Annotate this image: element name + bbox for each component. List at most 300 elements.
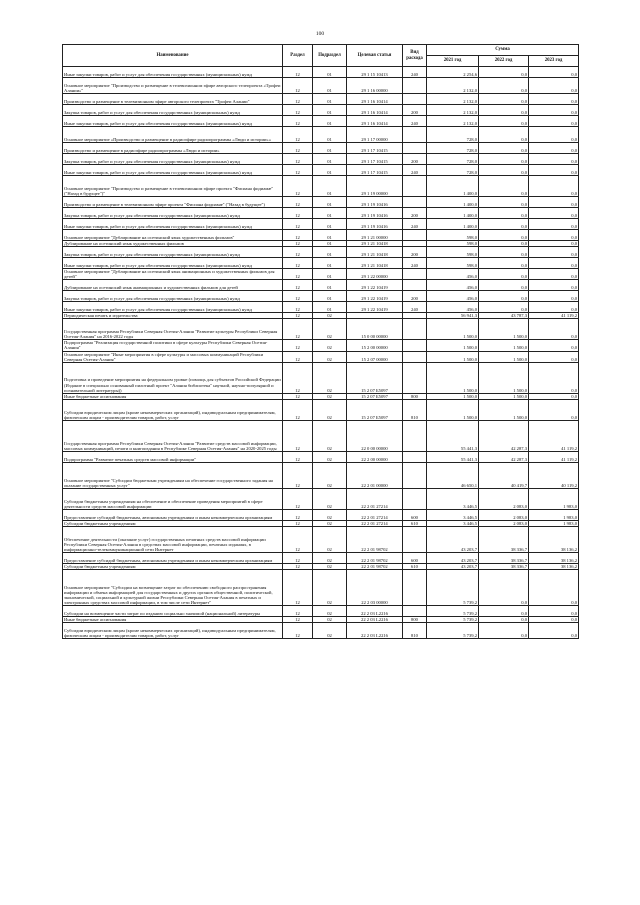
row-2023: 41 119,2 xyxy=(529,420,579,451)
row-target: 29 1 22 10419 xyxy=(347,280,403,291)
table-row xyxy=(63,399,579,420)
row-name: Производство и размещение в телевизионном эфире проекта "Фисиана фидиамæ" ("Назад в будущее") xyxy=(63,197,283,208)
table-row xyxy=(63,219,579,230)
row-subsection: 02 xyxy=(313,488,347,509)
row-2023: 38 136,2 xyxy=(529,526,579,552)
row-subsection: 01 xyxy=(313,247,347,258)
row-2021: 456,0 xyxy=(427,302,479,313)
row-subsection: 01 xyxy=(313,280,347,291)
row-2023: 0,0 xyxy=(529,258,579,269)
row-expense xyxy=(403,127,427,143)
table-row xyxy=(63,488,579,509)
row-section: 12 xyxy=(283,462,313,488)
row-target: 15 0 00 00000 xyxy=(347,319,403,340)
row-expense: 610 xyxy=(403,520,427,526)
table-row xyxy=(63,165,579,176)
row-expense xyxy=(403,319,427,340)
table-row xyxy=(63,94,579,105)
row-target: 29 1 19 10416 xyxy=(347,197,403,208)
row-expense xyxy=(403,269,427,280)
row-2021: 1 500,0 xyxy=(427,351,479,362)
row-2022: 0,0 xyxy=(479,570,529,606)
row-2022: 1 500,0 xyxy=(479,362,529,393)
table-row xyxy=(63,269,579,280)
row-2021: 1 400,0 xyxy=(427,176,479,197)
row-2023: 0,0 xyxy=(529,241,579,247)
row-target: 15 2 07 Б5097 xyxy=(347,393,403,399)
row-subsection: 01 xyxy=(313,269,347,280)
row-subsection: 01 xyxy=(313,78,347,94)
row-2022: 0,0 xyxy=(479,105,529,116)
row-2022: 0,0 xyxy=(479,623,529,639)
row-target: 29 1 16 10414 xyxy=(347,116,403,127)
row-name: Иные закупки товаров, работ и услуг для обеспечения государственных (муниципальных) нужд xyxy=(63,302,283,313)
row-section: 12 xyxy=(283,520,313,526)
row-2023: 0,0 xyxy=(529,340,579,351)
row-section: 12 xyxy=(283,197,313,208)
row-2021: 55 441,3 xyxy=(427,451,479,462)
row-name: Подпрограмма "Реализация государственной политики в сфере культуры Республики Северная Осетия-Алания" xyxy=(63,340,283,351)
row-2022: 0,0 xyxy=(479,241,529,247)
row-2021: 5 739,2 xyxy=(427,606,479,617)
row-subsection: 02 xyxy=(313,351,347,362)
row-2021: 1 500,0 xyxy=(427,340,479,351)
row-2021: 3 446,5 xyxy=(427,488,479,509)
row-2023: 0,0 xyxy=(529,219,579,230)
row-target: 22 2 01 98702 xyxy=(347,552,403,563)
row-subsection: 01 xyxy=(313,67,347,78)
row-section: 12 xyxy=(283,362,313,393)
row-target: 22 2 00 00000 xyxy=(347,451,403,462)
row-2022: 0,0 xyxy=(479,269,529,280)
row-expense: 240 xyxy=(403,302,427,313)
row-section: 12 xyxy=(283,399,313,420)
row-subsection: 02 xyxy=(313,451,347,462)
row-expense: 810 xyxy=(403,399,427,420)
row-expense: 200 xyxy=(403,291,427,302)
row-2023: 0,0 xyxy=(529,105,579,116)
row-name: Подготовка и проведение мероприятия на федеральном уровне (помощь для субъектов Российской Федерации (Издание в специально основанный пилотный проект "Алания библиотека" научной, научно-популярной и познавательной литературы)) xyxy=(63,362,283,393)
row-section: 12 xyxy=(283,451,313,462)
row-subsection: 02 xyxy=(313,393,347,399)
table-row xyxy=(63,509,579,520)
table-row xyxy=(63,105,579,116)
row-section: 12 xyxy=(283,606,313,617)
row-2022: 0,0 xyxy=(479,208,529,219)
table-row xyxy=(63,451,579,462)
row-2023: 0,0 xyxy=(529,399,579,420)
row-2021: 46 650,1 xyxy=(427,462,479,488)
row-name: Обеспечение деятельности (оказание услуг) государственных печатных средств массовой информации Республики Северная Осетия-Алания в средствах массовой информации, печатных изданиях, в информационно-телекоммуникационной сети Интернет xyxy=(63,526,283,552)
row-name: Иные закупки товаров, работ и услуг для обеспечения государственных (муниципальных) нужд xyxy=(63,165,283,176)
row-target: 15 2 07 00000 xyxy=(347,351,403,362)
table-row xyxy=(63,351,579,362)
row-name: Производство и размещение в радиоэфире радиопрограммы «Люди и истории» xyxy=(63,143,283,154)
row-target: 22 2 01 27214 xyxy=(347,488,403,509)
row-section: 12 xyxy=(283,258,313,269)
row-name: Основное мероприятие "Иные мероприятия в сфере культуры и массовых коммуникаций Республики Северная Осетия-Алания" xyxy=(63,351,283,362)
row-subsection: 02 xyxy=(313,606,347,617)
row-2021: 456,0 xyxy=(427,269,479,280)
row-expense: 800 xyxy=(403,617,427,623)
row-section: 12 xyxy=(283,208,313,219)
row-target: 22 0 00 00000 xyxy=(347,420,403,451)
header-expense: Вид расхода xyxy=(403,45,427,67)
row-subsection: 02 xyxy=(313,362,347,393)
row-expense xyxy=(403,606,427,617)
row-target: 29 1 17 10415 xyxy=(347,165,403,176)
row-expense: 240 xyxy=(403,258,427,269)
row-2021: 1 400,0 xyxy=(427,208,479,219)
row-2023: 0,0 xyxy=(529,143,579,154)
row-expense xyxy=(403,488,427,509)
row-2022: 42 287,3 xyxy=(479,420,529,451)
row-2023: 0,0 xyxy=(529,351,579,362)
row-name: Основное мероприятие "Дублирование на осетинский язык анимационных и художественных фильмов для детей" xyxy=(63,269,283,280)
row-subsection: 01 xyxy=(313,258,347,269)
row-2021: 3 446,5 xyxy=(427,509,479,520)
row-subsection: 02 xyxy=(313,420,347,451)
row-expense: 200 xyxy=(403,105,427,116)
header-2023: 2023 год xyxy=(529,56,579,67)
row-2021: 43 203,7 xyxy=(427,563,479,569)
row-2022: 1 500,0 xyxy=(479,351,529,362)
row-subsection: 02 xyxy=(313,313,347,319)
row-subsection: 01 xyxy=(313,127,347,143)
row-name: Иные закупки товаров, работ и услуг для обеспечения государственных (муниципальных) нужд xyxy=(63,67,283,78)
row-2022: 1 500,0 xyxy=(479,399,529,420)
row-section: 12 xyxy=(283,570,313,606)
row-2022: 38 336,7 xyxy=(479,552,529,563)
row-2023: 0,0 xyxy=(529,319,579,340)
table-row xyxy=(63,154,579,165)
row-2022: 2 083,0 xyxy=(479,488,529,509)
table-row xyxy=(63,247,579,258)
table-row xyxy=(63,526,579,552)
row-section: 12 xyxy=(283,165,313,176)
row-subsection: 01 xyxy=(313,197,347,208)
row-subsection: 02 xyxy=(313,340,347,351)
row-section: 12 xyxy=(283,247,313,258)
row-section: 12 xyxy=(283,302,313,313)
row-2021: 1 500,0 xyxy=(427,399,479,420)
row-2021: 1 500,0 xyxy=(427,393,479,399)
row-expense: 200 xyxy=(403,208,427,219)
row-name: Основное мероприятие "Производство и размещение в телевизионном эфире авторского телепроекта «Трофеи Алании»" xyxy=(63,78,283,94)
row-2022: 0,0 xyxy=(479,280,529,291)
row-name: Субсидии на возмещение части затрат по изданию социально значимой (национальной) литературы xyxy=(63,606,283,617)
table-row xyxy=(63,67,579,78)
row-2023: 0,0 xyxy=(529,302,579,313)
row-name: Иные закупки товаров, работ и услуг для обеспечения государственных (муниципальных) нужд xyxy=(63,116,283,127)
row-2022: 1 500,0 xyxy=(479,393,529,399)
row-name: Иные закупки товаров, работ и услуг для обеспечения государственных (муниципальных) нужд xyxy=(63,258,283,269)
row-2022: 0,0 xyxy=(479,67,529,78)
row-target: 29 1 21 00000 xyxy=(347,230,403,241)
row-2023: 0,0 xyxy=(529,230,579,241)
row-name: Субсидии бюджетным учреждениям xyxy=(63,520,283,526)
row-name: Иные бюджетные ассигнования xyxy=(63,617,283,623)
row-target: 29 1 17 10415 xyxy=(347,143,403,154)
row-name: Субсидии бюджетным учреждениям на обеспечение и обеспечение проведения мероприятий в сфере деятельности средств массовой информации xyxy=(63,488,283,509)
row-target: 29 1 19 00000 xyxy=(347,176,403,197)
row-target: 22 2 03 00000 xyxy=(347,570,403,606)
row-section: 12 xyxy=(283,291,313,302)
row-target: 29 1 16 00000 xyxy=(347,78,403,94)
row-name: Основное мероприятие "Производство и размещение в телевизионном эфире проекта "Фисиана фидиамæ" ("Назад в будущее")" xyxy=(63,176,283,197)
row-2022: 0,0 xyxy=(479,176,529,197)
row-section: 12 xyxy=(283,509,313,520)
row-target: 29 1 19 10416 xyxy=(347,219,403,230)
row-section: 12 xyxy=(283,105,313,116)
row-2022: 0,0 xyxy=(479,258,529,269)
row-expense: 240 xyxy=(403,67,427,78)
row-2021: 2 132,0 xyxy=(427,78,479,94)
row-target: 15 2 07 Б5097 xyxy=(347,399,403,420)
row-2022: 38 336,7 xyxy=(479,526,529,552)
table-row xyxy=(63,319,579,340)
header-name: Наименование xyxy=(63,45,283,67)
row-2023: 1 983,0 xyxy=(529,509,579,520)
row-2023: 40 119,2 xyxy=(529,462,579,488)
row-2023: 0,0 xyxy=(529,197,579,208)
row-section: 12 xyxy=(283,219,313,230)
row-2021: 2 132,0 xyxy=(427,116,479,127)
row-expense: 240 xyxy=(403,165,427,176)
header-2022: 2022 год xyxy=(479,56,529,67)
table-row xyxy=(63,197,579,208)
table-row xyxy=(63,362,579,393)
row-2022: 40 419,7 xyxy=(479,462,529,488)
row-section: 12 xyxy=(283,488,313,509)
row-2023: 0,0 xyxy=(529,176,579,197)
row-target: 29 1 22 10419 xyxy=(347,291,403,302)
row-target: 29 1 21 10418 xyxy=(347,258,403,269)
row-subsection: 02 xyxy=(313,509,347,520)
row-2023: 0,0 xyxy=(529,269,579,280)
row-2022: 0,0 xyxy=(479,127,529,143)
header-subsection: Подраздел xyxy=(313,45,347,67)
row-expense: 600 xyxy=(403,552,427,563)
row-2022: 0,0 xyxy=(479,143,529,154)
row-2021: 56 941,3 xyxy=(427,313,479,319)
row-target: 22 2 01 27214 xyxy=(347,520,403,526)
row-name: Закупка товаров, работ и услуг для обеспечения государственных (муниципальных) нужд xyxy=(63,105,283,116)
row-expense xyxy=(403,451,427,462)
row-name: Основное мероприятие «Производство и размещение в радиоэфире радиопрограммы «Люди и истории»» xyxy=(63,127,283,143)
row-expense xyxy=(403,362,427,393)
row-subsection: 01 xyxy=(313,219,347,230)
row-2023: 0,0 xyxy=(529,154,579,165)
row-expense xyxy=(403,570,427,606)
row-name: Основное мероприятие "Субсидии на возмещение затрат по обеспечению свободного распространения информации и обмена информацией для государственных и других органов общественной, политической, экономической, социальной и культурной жизни Республики Северная Осетия-Алания в печатных и электронных средствах массовой информации, в том числе сети Интернет" xyxy=(63,570,283,606)
row-section: 12 xyxy=(283,280,313,291)
row-name: Закупка товаров, работ и услуг для обеспечения государственных (муниципальных) нужд xyxy=(63,154,283,165)
row-section: 12 xyxy=(283,116,313,127)
row-2021: 598,0 xyxy=(427,241,479,247)
row-target: 22 2 01 27214 xyxy=(347,509,403,520)
row-expense: 200 xyxy=(403,154,427,165)
row-2022: 0,0 xyxy=(479,617,529,623)
row-subsection: 02 xyxy=(313,399,347,420)
row-expense xyxy=(403,94,427,105)
row-subsection: 01 xyxy=(313,241,347,247)
row-2021: 2 132,0 xyxy=(427,94,479,105)
row-expense xyxy=(403,351,427,362)
row-2021: 1 400,0 xyxy=(427,219,479,230)
row-2022: 38 336,7 xyxy=(479,563,529,569)
header-target: Целевая статья xyxy=(347,45,403,67)
row-expense xyxy=(403,197,427,208)
row-2023: 0,0 xyxy=(529,606,579,617)
row-2023: 0,0 xyxy=(529,362,579,393)
row-2022: 1 500,0 xyxy=(479,340,529,351)
row-2021: 728,0 xyxy=(427,127,479,143)
row-name: Государственная программа Республики Северная Осетия-Алания "Развитие средств массовой информации, массовых коммуникаций, печати и книгоиздания в Республике Северная Осетия-Алания" на 2020-2025 годы xyxy=(63,420,283,451)
row-section: 12 xyxy=(283,67,313,78)
row-2021: 456,0 xyxy=(427,291,479,302)
row-2021: 598,0 xyxy=(427,247,479,258)
row-2023: 0,0 xyxy=(529,116,579,127)
row-name: Иные бюджетные ассигнования xyxy=(63,393,283,399)
row-name: Периодическая печать и издательства xyxy=(63,313,283,319)
row-subsection: 01 xyxy=(313,105,347,116)
row-2023: 1 983,0 xyxy=(529,520,579,526)
row-2021: 5 739,2 xyxy=(427,617,479,623)
row-2023: 0,0 xyxy=(529,127,579,143)
table-row xyxy=(63,280,579,291)
row-section: 12 xyxy=(283,420,313,451)
row-2023: 0,0 xyxy=(529,94,579,105)
page-number: 100 xyxy=(315,31,325,37)
row-name: Субсидии юридическим лицам (кроме некоммерческих организаций), индивидуальным предпринимателям, физическим лицам - производителям товаров, работ, услуг xyxy=(63,399,283,420)
table-row xyxy=(63,116,579,127)
row-2023: 0,0 xyxy=(529,280,579,291)
row-section: 12 xyxy=(283,127,313,143)
row-2021: 2 254,6 xyxy=(427,67,479,78)
table-row xyxy=(63,230,579,241)
row-subsection: 01 xyxy=(313,176,347,197)
row-expense xyxy=(403,78,427,94)
table-row xyxy=(63,623,579,639)
row-2023: 0,0 xyxy=(529,208,579,219)
row-section: 12 xyxy=(283,154,313,165)
row-2023: 0,0 xyxy=(529,617,579,623)
row-target: 29 1 22 10419 xyxy=(347,302,403,313)
row-2023: 0,0 xyxy=(529,247,579,258)
row-section: 12 xyxy=(283,340,313,351)
row-section: 12 xyxy=(283,269,313,280)
row-target: 29 1 16 10414 xyxy=(347,94,403,105)
table-row xyxy=(63,208,579,219)
row-section: 12 xyxy=(283,617,313,623)
row-name: Субсидии бюджетным учреждениям xyxy=(63,563,283,569)
row-target: 22 2 03 L2216 xyxy=(347,617,403,623)
row-2021: 55 441,3 xyxy=(427,420,479,451)
table-row xyxy=(63,78,579,94)
row-expense: 610 xyxy=(403,563,427,569)
row-expense: 240 xyxy=(403,219,427,230)
row-target: 29 1 21 10418 xyxy=(347,247,403,258)
row-2021: 43 203,7 xyxy=(427,526,479,552)
row-target: 15 2 00 00000 xyxy=(347,340,403,351)
table-row xyxy=(63,570,579,606)
row-target: 29 1 19 10416 xyxy=(347,208,403,219)
row-2021: 1 500,0 xyxy=(427,362,479,393)
row-section: 12 xyxy=(283,78,313,94)
row-name: Закупка товаров, работ и услуг для обеспечения государственных (муниципальных) нужд xyxy=(63,247,283,258)
row-name: Предоставление субсидий бюджетным, автономным учреждениям и иным некоммерческим организациям xyxy=(63,552,283,563)
row-2023: 41 119,2 xyxy=(529,313,579,319)
row-name: Производство и размещение в телевизионном эфире авторского телепроекта "Трофеи Алании" xyxy=(63,94,283,105)
row-2022: 0,0 xyxy=(479,78,529,94)
row-section: 12 xyxy=(283,143,313,154)
row-subsection: 02 xyxy=(313,462,347,488)
table-body xyxy=(63,67,579,639)
row-target: 29 1 17 00000 xyxy=(347,127,403,143)
row-section: 12 xyxy=(283,563,313,569)
row-subsection: 02 xyxy=(313,563,347,569)
row-2023: 0,0 xyxy=(529,291,579,302)
row-name: Государственная программа Республики Северная Осетия-Алания "Развитие культуры Республики Северная Осетия-Алания" на 2016-2022 годы xyxy=(63,319,283,340)
row-target: 29 1 16 10414 xyxy=(347,105,403,116)
row-expense xyxy=(403,462,427,488)
row-2022: 0,0 xyxy=(479,197,529,208)
row-2022: 42 287,3 xyxy=(479,451,529,462)
row-2022: 0,0 xyxy=(479,165,529,176)
row-2022: 0,0 xyxy=(479,154,529,165)
row-target: 22 2 01 98702 xyxy=(347,563,403,569)
row-name: Дублирование на осетинский язык анимационных и художественных фильмов для детей xyxy=(63,280,283,291)
row-subsection: 01 xyxy=(313,94,347,105)
row-2021: 728,0 xyxy=(427,154,479,165)
row-name: Предоставление субсидий бюджетным, автономным учреждениям и иным некоммерческим организациям xyxy=(63,509,283,520)
row-2021: 728,0 xyxy=(427,165,479,176)
row-2022: 0,0 xyxy=(479,219,529,230)
row-2021: 5 739,2 xyxy=(427,623,479,639)
row-expense xyxy=(403,340,427,351)
row-expense xyxy=(403,280,427,291)
row-section: 12 xyxy=(283,94,313,105)
row-target: 22 2 01 98702 xyxy=(347,526,403,552)
row-subsection: 01 xyxy=(313,302,347,313)
table-row xyxy=(63,340,579,351)
row-2023: 1 983,0 xyxy=(529,488,579,509)
row-target: 22 2 03 L2216 xyxy=(347,606,403,617)
row-name: Основное мероприятие "Субсидии бюджетным учреждениям на обеспечение государственного задания на оказание государственных услуг" xyxy=(63,462,283,488)
row-target: 29 1 17 10415 xyxy=(347,154,403,165)
row-2021: 456,0 xyxy=(427,280,479,291)
row-target: 29 1 21 10418 xyxy=(347,241,403,247)
row-expense: 810 xyxy=(403,623,427,639)
header-section: Раздел xyxy=(283,45,313,67)
row-expense: 200 xyxy=(403,247,427,258)
row-2023: 0,0 xyxy=(529,393,579,399)
row-expense xyxy=(403,526,427,552)
row-2022: 0,0 xyxy=(479,247,529,258)
row-name: Субсидии юридическим лицам (кроме некоммерческих организаций), индивидуальным предпринимателям, физическим лицам - производителям товаров, работ, услуг xyxy=(63,623,283,639)
row-name: Основное мероприятие "Дублирование на осетинский язык художественных фильмов" xyxy=(63,230,283,241)
row-subsection: 02 xyxy=(313,520,347,526)
row-2022: 0,0 xyxy=(479,116,529,127)
row-expense xyxy=(403,230,427,241)
row-subsection: 02 xyxy=(313,552,347,563)
row-2023: 38 136,2 xyxy=(529,563,579,569)
row-section: 12 xyxy=(283,241,313,247)
row-2023: 38 136,2 xyxy=(529,552,579,563)
row-2022: 2 083,0 xyxy=(479,520,529,526)
row-2021: 598,0 xyxy=(427,258,479,269)
